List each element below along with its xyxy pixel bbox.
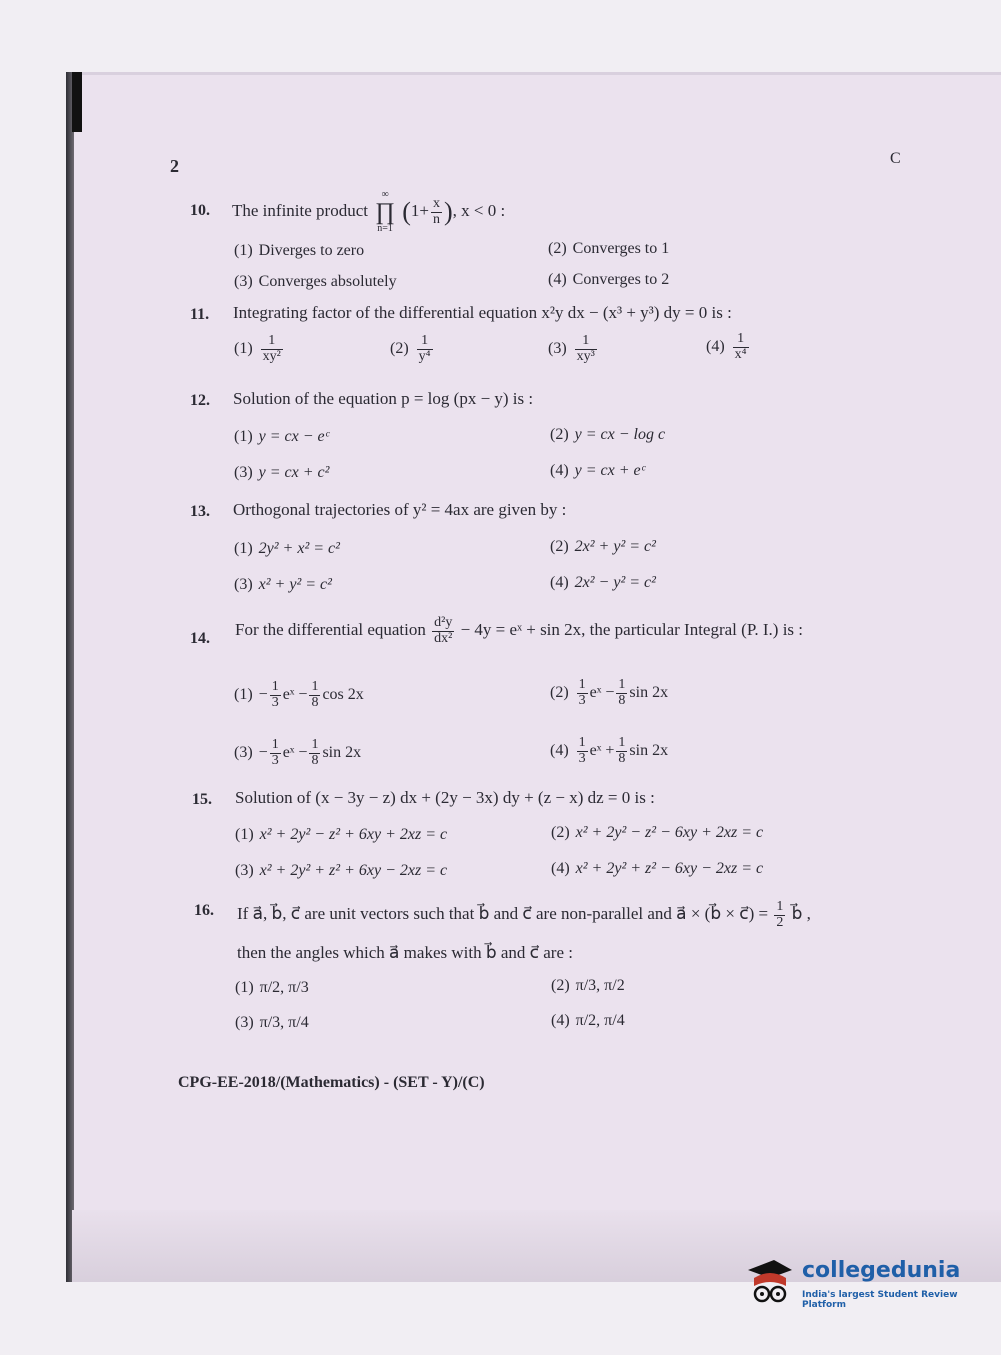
logo-title: collegedunia	[802, 1258, 961, 1283]
q15-option-3: (3) x² + 2y² + z² + 6xy − 2xz = c	[235, 862, 448, 879]
q14-option-4: (4) $\frac{1}{3}$ eˣ + $\frac{1}{8}$ sin 2x	[550, 735, 669, 766]
q14-option-3: (3) − $\frac{1}{3}$ eˣ − $\frac{1}{8}$ sin 2x	[234, 737, 362, 768]
q14-option-1: (1) − $\frac{1}{3}$ eˣ − $\frac{1}{8}$ cos 2x	[234, 679, 364, 710]
x-over-n: $\frac{x}{n}$	[433, 195, 440, 227]
d2y-dx2: $\frac{\text{d²y}}{\text{dx²}}$	[434, 615, 453, 646]
q13-option-1: (1) 2y² + x² = c²	[234, 540, 340, 557]
q16-option-1: (1) π/2, π/3	[235, 979, 309, 996]
question-10-text: The infinite product ∞ ∏ n=1 (1+ $\frac{x}{n}$ ), x < 0 :	[232, 189, 506, 234]
question-16-line-2: then the angles which a⃗ makes with b⃗ and c⃗ are :	[237, 943, 573, 962]
q10-option-4: (4) Converges to 2	[548, 271, 670, 288]
q13-option-4: (4) 2x² − y² = c²	[550, 574, 656, 591]
q11-option-4: (4) $\frac{1}{\text{x⁴}}$	[706, 331, 747, 362]
question-15-number: 15.	[192, 791, 212, 808]
question-10-stem: The infinite product	[232, 200, 368, 220]
paper-code-footer: CPG-EE-2018/(Mathematics) - (SET - Y)/(C)	[178, 1074, 485, 1091]
set-code: C	[890, 150, 901, 167]
q12-option-4: (4) y = cx + eᶜ	[550, 462, 645, 479]
q10-option-3: (3) Converges absolutely	[234, 273, 397, 290]
question-12-text: Solution of the equation p = log (px − y) is :	[233, 389, 534, 408]
q14-option-2: (2) $\frac{1}{3}$ eˣ − $\frac{1}{8}$ sin 2x	[550, 677, 669, 708]
q12-option-3: (3) y = cx + c²	[234, 464, 330, 481]
scan-left-edge	[66, 72, 74, 1282]
collegedunia-logo	[740, 1252, 980, 1312]
q15-option-2: (2) x² + 2y² − z² − 6xy + 2xz = c	[551, 824, 764, 841]
q12-option-1: (1) y = cx − eᶜ	[234, 428, 329, 445]
exam-paper	[72, 72, 1001, 1282]
q10-option-2: (2) Converges to 1	[548, 240, 670, 257]
question-15-text: Solution of (x − 3y − z) dx + (2y − 3x) dy + (z − x) dz = 0 is :	[235, 788, 655, 807]
question-10-number: 10.	[190, 202, 210, 219]
q15-option-1: (1) x² + 2y² − z² + 6xy + 2xz = c	[235, 826, 448, 843]
page-number: 2	[170, 156, 179, 176]
q12-option-2: (2) y = cx − log c	[550, 426, 666, 443]
q16-option-2: (2) π/3, π/2	[551, 977, 625, 994]
one-half: $\frac{1}{2}$	[776, 899, 784, 930]
q16-option-3: (3) π/3, π/4	[235, 1014, 309, 1031]
question-14-number: 14.	[190, 630, 210, 647]
mascot-icon	[740, 1252, 800, 1312]
q11-option-3: (3) $\frac{1}{\text{xy³}}$	[548, 333, 595, 364]
q11-option-1: (1) $\frac{1}{\text{xy²}}$	[234, 333, 281, 364]
q11-option-2: (2) $\frac{1}{\text{y⁴}}$	[390, 333, 431, 364]
question-13-text: Orthogonal trajectories of y² = 4ax are given by :	[233, 500, 567, 519]
paper-top-edge	[72, 72, 1001, 75]
q10-option-1: (1) Diverges to zero	[234, 242, 365, 259]
question-16-number: 16.	[194, 902, 214, 919]
scan-edge-mark	[72, 72, 82, 132]
question-14-text: For the differential equation $\frac{\text{d²y}}{\text{dx²}}$ − 4y = eˣ + sin 2x, the particular Integral (P. I.) is :	[235, 615, 804, 646]
logo-tagline: India's largest Student Review Platform	[802, 1290, 958, 1310]
q15-option-4: (4) x² + 2y² + z² − 6xy − 2xz = c	[551, 860, 764, 877]
question-13-number: 13.	[190, 503, 210, 520]
question-11-number: 11.	[190, 306, 210, 323]
question-16-line-1: If a⃗, b⃗, c⃗ are unit vectors such that b⃗ and c⃗ are non-parallel and a⃗ × (b⃗ × c⃗) = $\frac{1}{2}$ b⃗ ,	[237, 899, 811, 930]
q16-option-4: (4) π/2, π/4	[551, 1012, 625, 1029]
question-11-text: Integrating factor of the differential equation x²y dx − (x³ + y³) dy = 0 is :	[233, 303, 732, 322]
question-12-number: 12.	[190, 392, 210, 409]
q13-option-2: (2) 2x² + y² = c²	[550, 538, 656, 555]
product-symbol: ∞ ∏ n=1	[375, 189, 395, 234]
q13-option-3: (3) x² + y² = c²	[234, 576, 332, 593]
